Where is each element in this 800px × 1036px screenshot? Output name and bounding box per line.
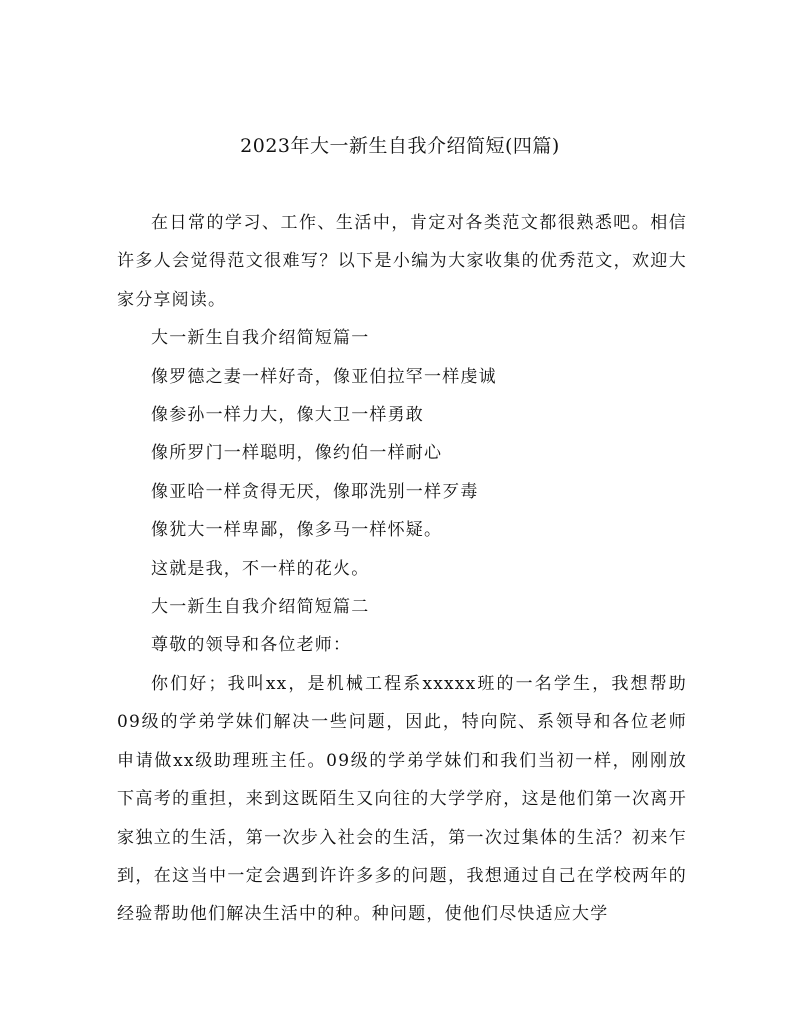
document-title: 2023年大一新生自我介绍简短(四篇) bbox=[240, 135, 560, 157]
salutation: 尊敬的领导和各位老师： bbox=[151, 635, 352, 656]
section-heading-1: 大一新生自我介绍简短篇一 bbox=[151, 328, 370, 349]
body-paragraph: 你们好；我叫xx，是机械工程系xxxxx班的一名学生，我想帮助09级的学弟学妹们解决一些问题，因此，特向院、系领导和各位老师申请做xx级助理班主任。09级的学弟学妹们和我们当初一样，刚刚放下高考的重担，来到这既陌生又向往的大学学府，这是他们第一次离开家独立的生活，第一次步入社会的生活，第一次过集体的生活？初来乍到，在这当中一定会遇到许许多多的问题，我想通过自己在学校两年的经验帮助他们解决生活中的种。种问题，使他们尽快适应大学 bbox=[117, 673, 687, 925]
poem-line: 像所罗门一样聪明，像约伯一样耐心 bbox=[151, 443, 443, 464]
poem-line: 像参孙一样力大，像大卫一样勇敢 bbox=[151, 405, 424, 426]
poem-line: 像犹大一样卑鄙，像多马一样怀疑。 bbox=[151, 520, 443, 541]
poem-line: 像罗德之妻一样好奇，像亚伯拉罕一样虔诚 bbox=[151, 366, 497, 387]
document-body bbox=[117, 204, 687, 934]
poem-line: 这就是我，不一样的花火。 bbox=[151, 558, 370, 579]
section-heading-2: 大一新生自我介绍简短篇二 bbox=[151, 597, 370, 618]
intro-paragraph: 在日常的学习、工作、生活中，肯定对各类范文都很熟悉吧。相信许多人会觉得范文很难写？以下是小编为大家收集的优秀范文，欢迎大家分享阅读。 bbox=[117, 213, 687, 310]
poem-line: 像亚哈一样贪得无厌，像耶洗别一样歹毒 bbox=[151, 481, 479, 502]
